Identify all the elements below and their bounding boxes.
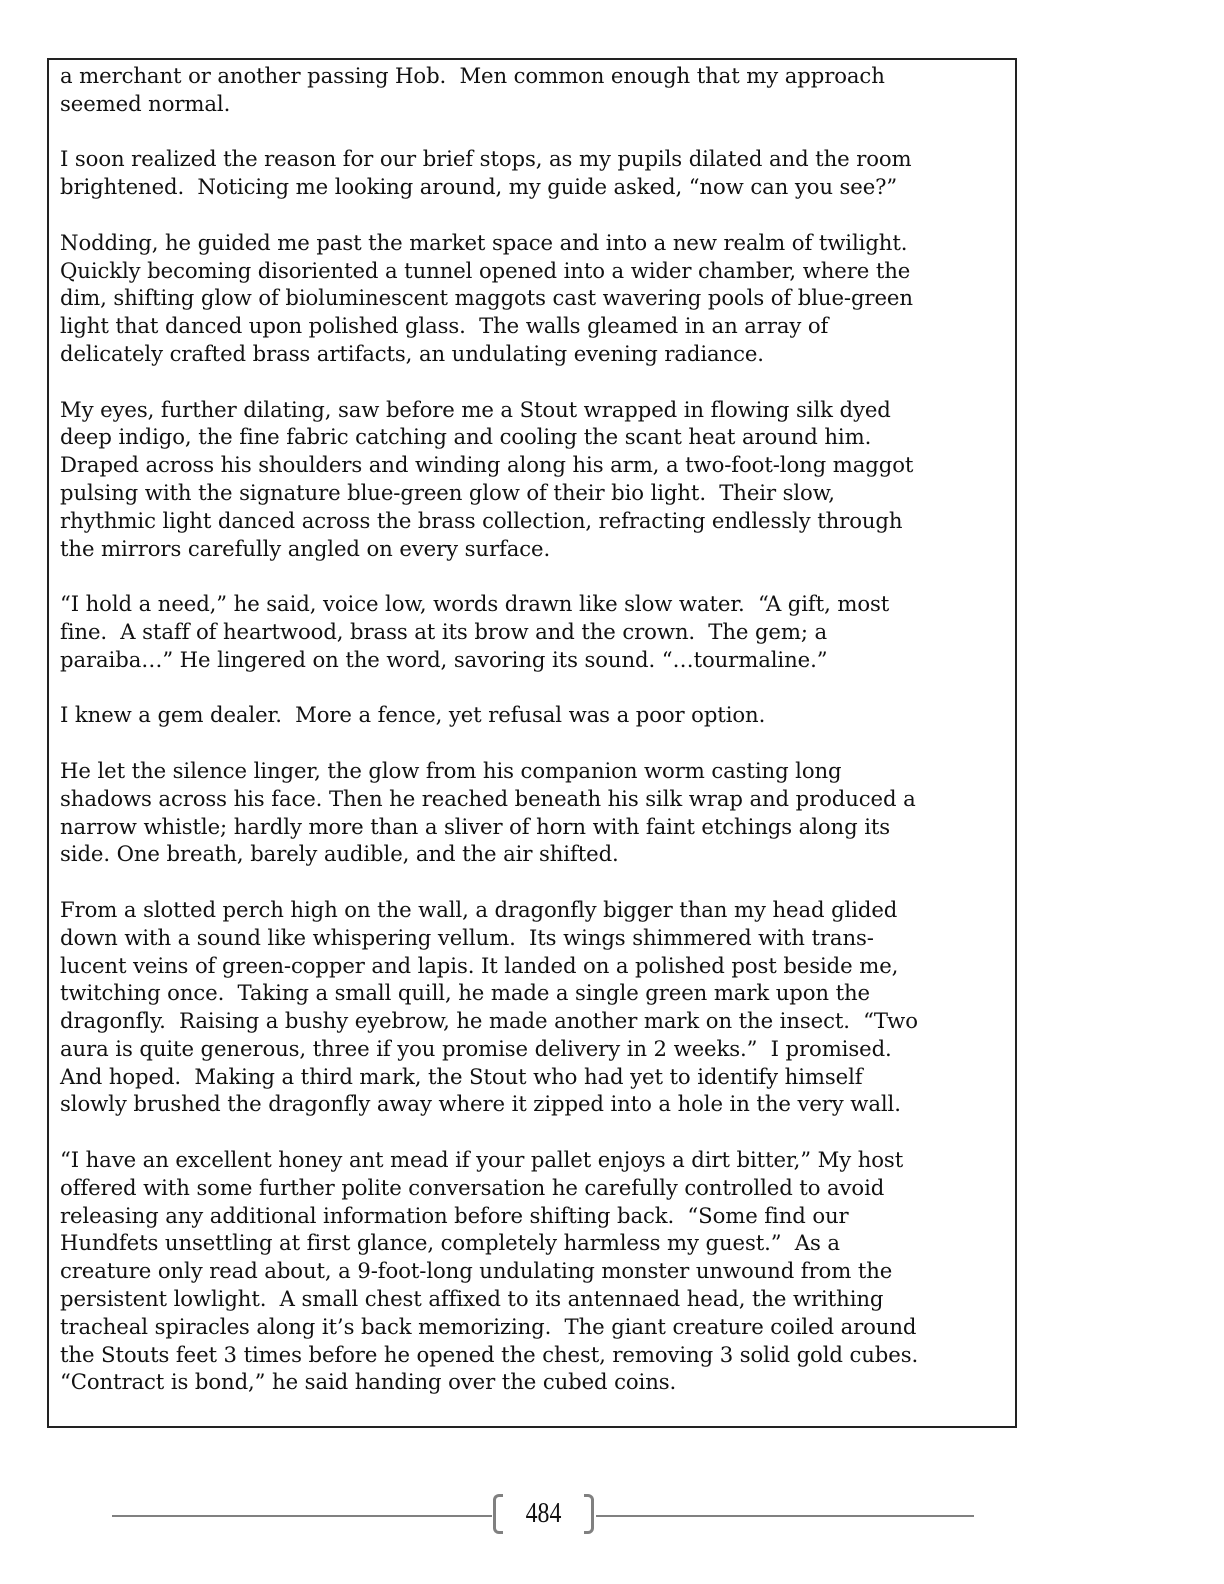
text-line: My eyes, further dilating, saw before me a Stout wrapped in flowing silk dyed xyxy=(60,396,891,422)
text-line: “Contract is bond,” he said handing over the cubed coins. xyxy=(60,1369,677,1395)
text-line: And hoped. Making a third mark, the Stout who had yet to identify himself xyxy=(60,1063,863,1089)
text-line: “I have an excellent honey ant mead if your pallet enjoys a dirt bitter,” My host xyxy=(60,1147,904,1173)
footer-rule-right xyxy=(596,1515,974,1517)
footer-rule-left xyxy=(112,1515,492,1517)
text-line: I soon realized the reason for our brief stops, as my pupils dilated and the room xyxy=(60,146,912,172)
text-line: releasing any additional information before shifting back. “Some find our xyxy=(60,1202,849,1228)
paragraph xyxy=(60,590,1015,673)
body-text xyxy=(60,62,1015,1424)
text-line: deep indigo, the fine fabric catching and cooling the scant heat around him. xyxy=(60,424,872,450)
text-line: Quickly becoming disoriented a tunnel opened into a wider chamber, where the xyxy=(60,257,911,283)
text-line: Draped across his shoulders and winding along his arm, a two-foot-long maggot xyxy=(60,452,914,478)
paragraph xyxy=(60,145,1015,201)
paragraph xyxy=(60,896,1015,1118)
text-line: dim, shifting glow of bioluminescent maggots cast wavering pools of blue-green xyxy=(60,285,913,311)
paragraph xyxy=(60,396,1015,563)
text-line: rhythmic light danced across the brass collection, refracting endlessly through xyxy=(60,507,903,533)
paragraph xyxy=(60,62,1015,118)
text-line: pulsing with the signature blue-green glow of their bio light. Their slow, xyxy=(60,479,835,505)
text-line: shadows across his face. Then he reached beneath his silk wrap and produced a xyxy=(60,785,916,811)
text-line: slowly brushed the dragonfly away where it zipped into a hole in the very wall. xyxy=(60,1091,901,1117)
paragraph xyxy=(60,1146,1015,1396)
paragraph xyxy=(60,757,1015,868)
text-frame xyxy=(47,58,1017,1428)
left-bracket xyxy=(493,1494,503,1534)
text-line: lucent veins of green-copper and lapis. It landed on a polished post beside me, xyxy=(60,952,899,978)
text-line: dragonfly. Raising a bushy eyebrow, he made another mark on the insect. “Two xyxy=(60,1008,918,1034)
text-line: I knew a gem dealer. More a fence, yet refusal was a poor option. xyxy=(60,702,766,728)
text-line: creature only read about, a 9-foot-long undulating monster unwound from the xyxy=(60,1258,893,1284)
text-line: He let the silence linger, the glow from his companion worm casting long xyxy=(60,757,842,783)
text-line: the mirrors carefully angled on every surface. xyxy=(60,535,551,561)
page-footer xyxy=(112,1494,974,1538)
text-line: side. One breath, barely audible, and the air shifted. xyxy=(60,841,619,867)
text-line: seemed normal. xyxy=(60,90,231,116)
text-line: light that danced upon polished glass. The walls gleamed in an array of xyxy=(60,313,829,339)
text-line: a merchant or another passing Hob. Men common enough that my approach xyxy=(60,63,885,88)
text-line: tracheal spiracles along it’s back memorizing. The giant creature coiled around xyxy=(60,1313,917,1339)
text-line: the Stouts feet 3 times before he opened the chest, removing 3 solid gold cubes. xyxy=(60,1341,919,1367)
text-line: Hundfets unsettling at first glance, completely harmless my guest.” As a xyxy=(60,1230,840,1256)
text-line: narrow whistle; hardly more than a sliver of horn with faint etchings along its xyxy=(60,813,891,839)
text-line: fine. A staff of heartwood, brass at its brow and the crown. The gem; a xyxy=(60,618,828,644)
page-number: 484 xyxy=(525,1498,562,1529)
text-line: down with a sound like whispering vellum. Its wings shimmered with trans- xyxy=(60,924,874,950)
paragraph xyxy=(60,229,1015,368)
text-line: brightened. Noticing me looking around, my guide asked, “now can you see?” xyxy=(60,174,898,200)
right-bracket xyxy=(584,1494,594,1534)
text-line: offered with some further polite conversation he carefully controlled to avoid xyxy=(60,1174,885,1200)
text-line: “I hold a need,” he said, voice low, words drawn like slow water. “A gift, most xyxy=(60,591,890,617)
text-line: delicately crafted brass artifacts, an undulating evening radiance. xyxy=(60,340,764,366)
text-line: twitching once. Taking a small quill, he made a single green mark upon the xyxy=(60,980,870,1006)
text-line: Nodding, he guided me past the market space and into a new realm of twilight. xyxy=(60,229,908,255)
text-line: persistent lowlight. A small chest affixed to its antennaed head, the writhing xyxy=(60,1286,884,1312)
text-line: paraiba…” He lingered on the word, savoring its sound. “…tourmaline.” xyxy=(60,646,828,672)
text-line: aura is quite generous, three if you promise delivery in 2 weeks.” I promised. xyxy=(60,1035,892,1061)
text-line: From a slotted perch high on the wall, a dragonfly bigger than my head glided xyxy=(60,896,898,922)
paragraph xyxy=(60,701,1015,729)
